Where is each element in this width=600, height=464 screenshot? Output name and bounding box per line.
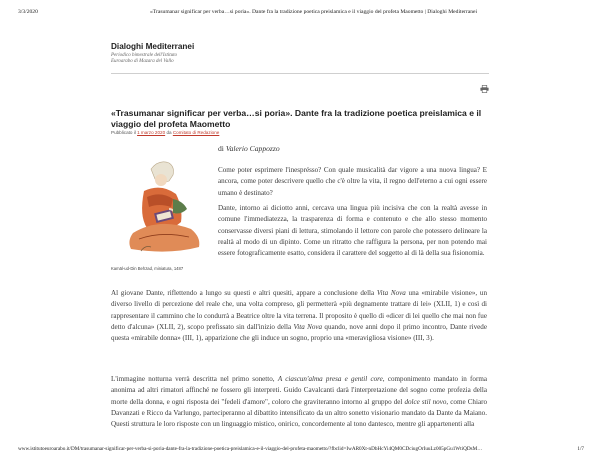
p4-text-b: , componimento mandato in forma anonima ad altri rimatori affinché ne fossero gli interpreti. Guido Cavalcanti darà l'interpretazione del sogno come profezia della morte della donna, e ogni risposta dei "fedeli d'amore", coloro che graviteranno intorno al gruppo del <box>111 375 487 406</box>
print-doc-title: «Trasumanar significar per verba…si poria». Dante fra la tradizione poetica preislamica e il viaggio del profeta Maometto | Dialoghi Mediterranei <box>150 9 478 15</box>
paragraph-4 <box>111 374 487 430</box>
site-tagline <box>111 53 311 66</box>
paragraph-2: Dante, intorno ai diciotto anni, cercava una lingua più incisiva che con la realtà avesse in comune l'immediatezza, la trasparenza di forma e contenuto e che allo stesso momento conservasse diversi piani di lettura, stimolando il lettore con parole che potessero delineare la realtà al modo di un dipinto. Come un ritratto che raffigura la persona, per non potendo mai essere fotograficamente esatto, considera il carattere del soggetto al di là della sua fisionomia. <box>218 204 487 258</box>
printer-icon[interactable] <box>480 85 489 93</box>
p4-text-c: , come Chiaro Davanzati e Ricco da Varlungo, parteciperanno al dibattito intensificato da un altro sonetto visionario mandato da Dante da Maiano. Questi struttura le loro risposte con un linguaggio mistico, onirico, concordemente al tono dantesco, mentre gli appartenenti alla <box>111 397 487 429</box>
header-divider <box>111 73 489 74</box>
p4-text-a: L'immagine notturna verrà descritta nel primo sonetto, <box>111 375 278 383</box>
site-tagline-line-2: Euroarabo di Mazara del Vallo <box>111 59 174 65</box>
author-org-link[interactable]: Comitato di Redazione <box>172 130 220 135</box>
p3-vita-nova-1: Vita Nova <box>376 289 406 297</box>
page-number: 1/7 <box>577 446 584 452</box>
p3-vita-nova-2: Vita Nova <box>293 322 323 331</box>
miniature-painting <box>111 147 209 262</box>
p3-text-b: una «mirabile visione», un diverso livello di percezione del reale che, una volta compreso, gli permetterà «più degnamente trattare di lei» (XLII, 1) e così di rappresentare il cammino che lo condurrà a Beatrice oltre la vita terrena. Il proposito è quello di «dicer di lei quello che mai non fue detto d'alcuna» (XLII, 2), scopo prefissato sin dall'inizio della <box>111 289 487 331</box>
site-name[interactable]: Dialoghi Mediterranei <box>111 42 195 51</box>
p4-sonnet-title: A ciascun'alma presa e gentil core <box>277 375 383 383</box>
meta-prefix: Pubblicato il <box>111 130 136 135</box>
p4-dolce-stil-novo: dolce stil novo <box>404 397 447 406</box>
meta-middle: da <box>166 130 172 135</box>
article-figure <box>111 147 209 271</box>
article-meta <box>111 130 487 135</box>
author-prefix: di <box>218 144 224 153</box>
article-title: «Trasumanar significar per verba…si poria». Dante fra la tradizione poetica preislamica e il viaggio del profeta Maometto <box>111 108 482 130</box>
print-url: www.istitutoeuroarabo.it/DM/trasumanar-significar-per-verba-si-poria-dante-fra-la-tradizione-poetica-preislamica-e-il-viaggio-del-profeta-maometto/?fbclid=IwAR0Xt-nDbHcYi4QM0CDciugOrIuuLz005pGu1WtiQDsM… <box>18 446 483 452</box>
author-line <box>218 144 280 153</box>
site-tagline-line-1: Periodico bimestrale dell'Istituto <box>111 53 178 58</box>
paragraph-3 <box>111 288 487 344</box>
print-date: 3/3/2020 <box>18 9 38 15</box>
p3-text-a: Al giovane Dante, riflettendo a lungo su questi e altri quesiti, appare a conclusione della <box>111 289 377 297</box>
print-header <box>18 9 584 19</box>
p3-text-c: quando, nove anni dopo il primo incontro, Dante rivede questa «mirabile donna» (III, 1), apparizione che gli induce un sogno, proprio una «meravigliosa visione» (III, 3). <box>111 322 487 343</box>
figure-caption: Kamāl-ud-Din Behzad, miniatura, 1487 <box>111 266 184 271</box>
author-name: Valerio Cappozzo <box>225 144 280 153</box>
print-footer <box>18 446 584 456</box>
article-date-link[interactable]: 1 marzo 2020 <box>137 130 166 135</box>
paragraph-1: Come poter esprimere l'inesprésso? Con quale musicalità dar vigore a una nuova lingua? E ancora, come poter descrivere quello che c'è oltre la vita, il regno dell'eterno a cui ogni essere umano è destinato? <box>218 166 487 197</box>
site-brand[interactable] <box>111 42 311 66</box>
